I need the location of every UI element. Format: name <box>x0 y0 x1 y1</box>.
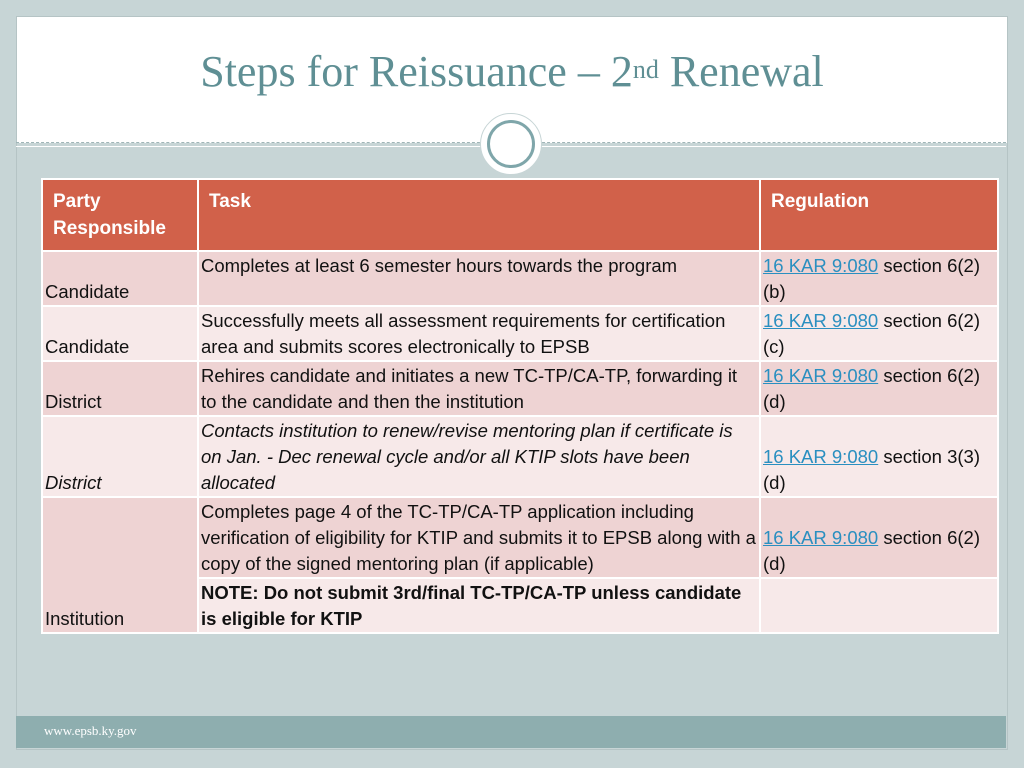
regulation-link[interactable]: 16 KAR 9:080 <box>763 527 879 548</box>
reissuance-steps-table <box>41 178 999 634</box>
regulation-link[interactable]: 16 KAR 9:080 <box>763 446 879 467</box>
party-cell: Candidate <box>42 306 198 361</box>
regulation-section: section 6(2)(c) <box>763 310 980 357</box>
regulation-section: section 3(3)(d) <box>763 446 980 493</box>
regulation-cell <box>760 306 998 361</box>
regulation-cell <box>760 416 998 497</box>
party-cell: District <box>42 361 198 416</box>
table-header-row <box>42 179 998 251</box>
table-row <box>42 251 998 306</box>
regulation-section: section 6(2)(d) <box>763 527 980 574</box>
title-main: Steps for Reissuance – 2 <box>200 47 633 96</box>
circle-ornament-inner <box>487 120 535 168</box>
task-cell: Successfully meets all assessment requirements for certification area and submits scores electronically to EPSB <box>198 306 760 361</box>
regulation-link[interactable]: 16 KAR 9:080 <box>763 255 879 276</box>
task-cell: Completes page 4 of the TC-TP/CA-TP application including verification of eligibility for KTIP and submits it to EPSB along with a copy of the signed mentoring plan (if applicable) <box>198 497 760 578</box>
table-row <box>42 497 998 578</box>
header-party-responsible: Party Responsible <box>42 179 198 251</box>
footer-band <box>16 716 1006 748</box>
party-cell: District <box>42 416 198 497</box>
note-cell: NOTE: Do not submit 3rd/final TC-TP/CA-TP unless candidate is eligible for KTIP <box>198 578 760 633</box>
regulation-section: section 6(2)(d) <box>763 365 980 412</box>
footer-url: www.epsb.ky.gov <box>44 723 137 738</box>
regulation-link[interactable]: 16 KAR 9:080 <box>763 310 879 331</box>
table-row <box>42 306 998 361</box>
task-cell: Completes at least 6 semester hours towards the program <box>198 251 760 306</box>
regulation-cell-empty <box>760 578 998 633</box>
regulation-link[interactable]: 16 KAR 9:080 <box>763 365 879 386</box>
regulation-cell <box>760 361 998 416</box>
circle-ornament-icon <box>480 113 542 175</box>
title-superscript: nd <box>632 55 659 84</box>
header-regulation: Regulation <box>760 179 998 251</box>
header-task: Task <box>198 179 760 251</box>
regulation-cell <box>760 497 998 578</box>
slide-title <box>0 44 1024 100</box>
table-row <box>42 361 998 416</box>
task-cell: Contacts institution to renew/revise mentoring plan if certificate is on Jan. - Dec renewal cycle and/or all KTIP slots have been allocated <box>198 416 760 497</box>
regulation-section: section 6(2)(b) <box>763 255 980 302</box>
title-end: Renewal <box>658 47 824 96</box>
table-row <box>42 416 998 497</box>
task-cell: Rehires candidate and initiates a new TC-TP/CA-TP, forwarding it to the candidate and then the institution <box>198 361 760 416</box>
party-cell: Candidate <box>42 251 198 306</box>
regulation-cell <box>760 251 998 306</box>
party-cell: Institution <box>42 497 198 633</box>
